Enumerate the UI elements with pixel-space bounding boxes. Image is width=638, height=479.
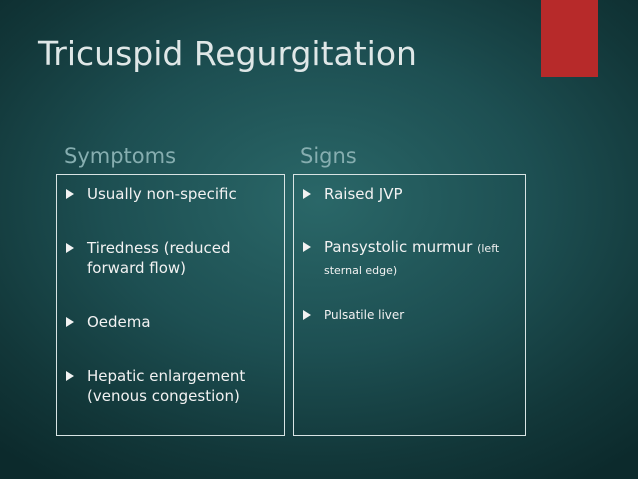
triangle-bullet-icon	[66, 189, 74, 199]
list-item	[57, 366, 277, 406]
red-accent-bar	[541, 0, 598, 77]
sign-text	[324, 237, 519, 281]
signs-box	[293, 174, 526, 436]
list-item	[294, 237, 519, 281]
signs-list	[294, 175, 525, 323]
list-item	[57, 238, 257, 278]
list-item	[57, 312, 284, 332]
slide-title: Tricuspid Regurgitation	[38, 34, 417, 73]
list-item	[294, 184, 525, 204]
triangle-bullet-icon	[303, 242, 311, 252]
sign-main-text: Pansystolic murmur	[324, 238, 473, 256]
sign-text: Raised JVP	[324, 185, 403, 203]
symptoms-heading: Symptoms	[64, 144, 177, 168]
sign-text: Pulsatile liver	[324, 308, 405, 322]
symptoms-box	[56, 174, 285, 436]
triangle-bullet-icon	[66, 371, 74, 381]
list-item	[57, 184, 284, 204]
triangle-bullet-icon	[303, 310, 311, 320]
signs-heading: Signs	[300, 144, 357, 168]
symptoms-list	[57, 175, 284, 406]
sign-note-text: (left sternal edge)	[324, 242, 500, 277]
symptom-text: Usually non-specific	[87, 185, 237, 203]
triangle-bullet-icon	[303, 189, 311, 199]
symptom-text: Oedema	[87, 313, 151, 331]
symptom-text: Tiredness (reduced forward flow)	[87, 239, 231, 277]
symptom-text: Hepatic enlargement (venous congestion)	[87, 367, 246, 405]
list-item	[294, 307, 525, 323]
triangle-bullet-icon	[66, 317, 74, 327]
triangle-bullet-icon	[66, 243, 74, 253]
